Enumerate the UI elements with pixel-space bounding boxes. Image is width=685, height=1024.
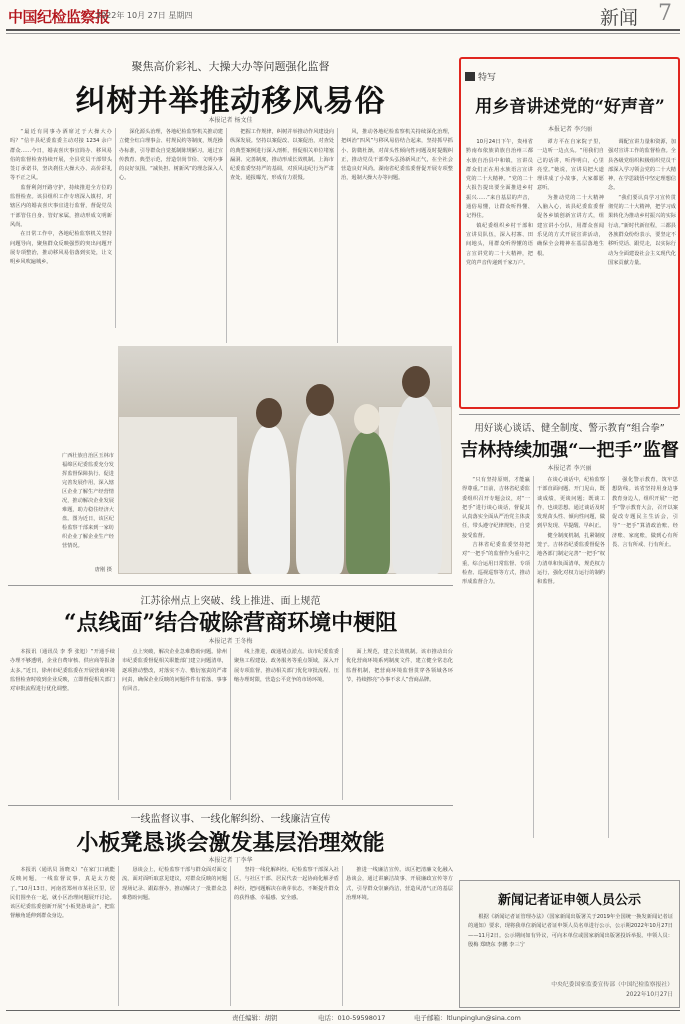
article3-headline: 吉林持续加强“一把手”监督 [460,440,679,461]
newspaper-logo: 中国纪检监察报 [8,8,110,26]
article2-headline: 用乡音讲述党的“好声音” [475,97,665,117]
article3-kicker: 用好谈心谈话、健全制度、警示教育“组合拳” [474,423,665,434]
masthead-rule [6,29,680,31]
notice-date: 2022年10月27日 [626,992,673,998]
article1-para: 监督利剑开路守护，持续推进全方位的监督检查。该县组织工作专班深入镇村，对辖区内的婚丧喜庆事宜进行监督，督促党员干部管住自身、管好家属，推动形成文明新风尚。 [10,184,112,228]
column-divider [342,866,343,1006]
article5-para: 坚持一线化解纠纷。纪检监察干部深入社区，与社区干部、居民代表一起协商化解矛盾纠纷，把问题解决在萌芽状态，不断提升群众的获得感、幸福感、安全感。 [234,867,339,901]
footer-editor: 责任编辑：胡钥 [232,1014,278,1022]
article1-column-4 [341,128,453,343]
article2-column-2 [537,138,604,404]
article5-headline: 小板凳恳谈会激发基层治理效能 [76,830,385,856]
article5-column-3 [234,866,339,1006]
article1-para: 把握工作规律，纠树并举推动作风建设向纵深发展。坚持以案促改、以案促治，对查处的典型案例进行深入剖析，督促相关单位堵塞漏洞、完善制度，推动形成长效机制。上海市纪委监委坚持严的基调，对顶风违纪行为严肃查处、通报曝光，形成有力震慑。 [230,129,334,182]
column-divider [342,648,343,800]
column-divider [115,128,116,328]
article5-para: 恳谈会上，纪检监察干部与群众面对面交流，面对面听取意见建议，对群众反映的问题现场记录、跟踪督办，推动解决了一批群众急难愁盼问题。 [122,867,227,901]
section-divider [8,585,453,586]
article4-column-2 [122,648,227,800]
article3-para: 在谈心谈话中，纪检监察干部直面问题、开门见山，既谈成绩，更谈问题；既谈工作，也谈思想。通过谈话及时发现苗头性、倾向性问题，做到早发现、早提醒、早纠正。 [537,477,605,530]
article3-byline: 本报记者 李兴丽 [547,465,592,472]
footer-rule [6,1010,680,1011]
article3-column-1 [462,476,530,838]
column-divider [230,648,231,800]
issue-date: 2022年 10月 27日 星期四 [96,11,193,20]
notice-body [468,913,673,973]
column-divider [226,128,227,343]
article2-para: 10月24日下午，贵州省黔南布依族苗族自治州三都水族自治县中和镇，宣讲员群众们正在用水族语言宣讲党的二十大精神。“党的二十大报告提出要全面推进乡村振兴……”来自基层的声音，通俗易懂，让群众听得懂、记得住。 [466,139,533,220]
article5-column-2 [122,866,227,1006]
article5-kicker: 一线监督议事、一线化解纠纷、一线廉洁宣传 [130,814,331,825]
person-head [256,398,282,428]
article2-para: 谭方平在自家院子里，一边听一边点头。“用我们自己的话讲，听得明白，心里亮堂。”她说，宣讲员把大道理讲成了小故事，大家都愿意听。 [537,139,604,192]
article5-byline: 本报记者 丁李华 [208,857,253,864]
article1-para: 深化源头治理，各地纪检监察机关推动建立健全红白理事会、村规民约等制度，规范操办标准，引导群众自觉抵制陈规陋习。通过宣传教育、典型示范，营造崇尚节俭、文明办事的良好氛围。“减负担、树新风”的理念深入人心。 [119,129,223,182]
article4-headline: “点线面”结合破除营商环境中梗阻 [63,610,398,636]
person-figure [296,412,344,574]
article2-column-3 [608,138,676,404]
article2-para: 为推动党的二十大精神入脑入心，该县纪委监委督促各乡镇创新宣讲方式，组建宣讲小分队，用群众喜闻乐见的方式开展宣讲活动，确保全会精神在基层落地生根。 [537,194,604,257]
article2-column-1 [466,138,533,404]
article1-para: “最近有同事办酒席过于大操大办吗？”信丰县纪委监委主动对接 1234 余户群众……今日，婚丧喜庆事宜简办、移风易俗的监督检查持续开展，全县党员干部带头签订承诺书，坚决刹住大操大办、高价彩礼等不正之风。 [10,129,112,182]
column-divider [230,866,231,1006]
article4-kicker: 江苏徐州点上突破、线上推进、面上规范 [140,596,321,607]
person-head [402,366,430,398]
person-figure [248,426,290,574]
column-divider [337,128,338,343]
article4-byline: 本报记者 王冬梅 [208,638,253,645]
column-divider [533,476,534,838]
page-number: 7 [658,1,672,26]
article1-para: 在日常工作中，各地纪检监察机关坚持问题导向，聚焦群众反映强烈的突出问题开展专项整治，推动移风易俗落到实处，让文明乡风吹遍城乡。 [10,231,112,266]
person-head [354,404,380,434]
column-divider [118,866,119,1006]
section-divider [8,805,453,806]
article2-para: 镇纪委组织乡村干部和宣讲员队伍，深入村寨、田间地头，用群众听得懂的语言宣讲党的二十大精神，把党的声音传递到千家万户。 [466,222,533,266]
factory-photo [118,346,452,574]
masthead-rule-thin [6,33,680,34]
article2-tag: 特写 [478,73,497,83]
article3-para: “只有坚持原则，才能赢得尊重。”日前，吉林省纪委监委组织召开专题会议，对“一把手”进行谈心谈话，督促其认真落实全面从严治党主体责任，带头遵守纪律规矩，自觉接受监督。 [462,477,530,539]
article5-para: 推进一线廉洁宣传。该区把清廉文化融入恳谈会，通过讲廉洁故事、开展廉政宣传等方式，引导群众崇廉尚洁，营造风清气正的基层治理环境。 [346,867,453,901]
article4-para: 面上规范，建立长效机制。该市推动出台优化营商环境系列制度文件，建立健全常态化监督机制，把营商环境监督贯穿各领域各环节，持续擦亮“办事不求人”营商品牌。 [346,649,453,683]
article1-headline: 纠树并举推动移风易俗 [75,84,386,119]
article3-column-3 [612,476,678,838]
article1-column-1 [10,128,112,328]
article4-para: 本报讯（通讯员 李 季 张旭）“开通手续办理不够透明，企业自费审核、供应商等报备太多。”近日，徐州市纪委监委在开展营商环境监督检查时收到企业反映，立即督促相关部门对审批流程进行优化调整。 [10,649,115,693]
photo-caption: 广西壮族自治区玉林市福绵区纪委监委充分发挥监督保障执行、促进完善发展作用，深入辖区企业了解生产经营情况，推动解决企业发展难题，助力稳住经济大盘。图为近日，该区纪检监察干部来到一家纺织企业了解企业生产经营情况。 [62,453,114,549]
footer-email: 电子邮箱：ltlunpinglun@sina.com [414,1014,521,1022]
column-divider [608,476,609,838]
section-divider [459,414,680,415]
footer-phone: 电话：010-59598017 [318,1014,386,1022]
article1-column-2 [119,128,223,343]
article1-para: 风，推动各地纪检监察机关持续深化治理，把纠治“四风”与移风易俗结合起来，坚持抓早抓小、防微杜渐，对苗头性倾向性问题及时提醒纠正，推动党员干部带头弘扬新风正气，在全社会营造良好风尚。湖南省纪委监委督促开展专项整治，遏制大操大办等问题。 [341,129,453,182]
article2-byline: 本报记者 李兴丽 [548,126,592,133]
article5-column-1 [10,866,115,1006]
person-figure [346,432,390,574]
article4-para: 线上推进，疏通堵点淤点。该市纪委监委聚焦工程建设、政务服务等重点领域，深入开展专项监督，推动相关部门优化审批流程、压缩办理时限，营造公平竞争的市场环境。 [234,649,339,683]
article3-para: 吉林省纪委监委坚持把对“一把手”的监督作为重中之重，综合运用日常监督、专项检查、巡视巡察等方式，推动形成监督合力。 [462,542,530,586]
notice-box [459,880,680,1008]
article4-para: 点上突破，解决企业急难愁盼问题。徐州市纪委监委督促相关职能部门建立问题清单，逐项推动整改，对落实不力、敷衍塞责的严肃问责，确保企业反映的问题件件有着落、事事有回音。 [122,649,227,693]
notice-contact: 中央纪委国家监委宣传部（中国纪检监察报社） [551,982,673,988]
article4-column-3 [234,648,339,800]
article4-column-1 [10,648,115,800]
article1-byline: 本报记者 杨文佳 [208,117,253,124]
article1-column-3 [230,128,334,343]
article2-para: 调配宣讲力量和资源，加强对宣讲工作的监督检查。全县各级党组织积极组织党员干部深入学习领会党的二十大精神，在学思践悟中坚定理想信念。 [608,139,676,192]
notice-text: 根据《新闻记者证管理办法》（国家新闻出版署关于2019年全国统一换发新闻记者证的通知）要求，现将我单位新闻记者证申领人员名单进行公示，公示期2022年10月27日——11月2日。公示期间如有异议，可向本单位或国家新闻出版署投诉举报。申领人员：殷梅 郑晓东 李鹏 李三宁 [468,914,673,948]
column-divider [118,648,119,800]
notice-title: 新闻记者证申领人员公示 [497,893,641,908]
textile-machine [118,416,238,574]
article2-para: “我们要认真学习宣传贯彻党的二十大精神，把学习成果转化为推动乡村振兴的实际行动。”新时代新征程，三都县各族群众纷纷表示，要坚定不移听党话、跟党走，以实际行动为全面建设社会主义现代化国家贡献力量。 [608,194,676,266]
article5-para: 本报讯（通讯员 汤晓义）“在家门口就能反映问题，一线监督议事，真是太方便了。”10月13日，河南省郑州市某社区里，居民们围坐在一起，就小区治理问题展开讨论。该区纪委监委创新开展“小板凳恳谈会”，把监督触角延伸到群众身边。 [10,867,115,920]
person-figure [392,396,442,574]
article5-column-4 [346,866,453,1006]
special-tag-icon [465,72,475,81]
article3-para: 健全制度机制，扎紧制度笼子。吉林省纪委监委督促各地各部门制定完善“一把手”权力清单和负面清单，规范权力运行，强化对权力运行的制约和监督。 [537,532,605,586]
article3-para: 强化警示教育，筑牢思想防线。该省坚持用身边事教育身边人，组织开展“一把手”警示教育大会，召开以案促改专题民主生活会，引导“一把手”算清政治账、经济账、家庭账，做到心有所畏、言有所戒、行有所止。 [612,477,678,549]
article4-column-4 [346,648,453,800]
photo-credit: 唐刚 摄 [94,567,112,573]
section-title: 新闻 [600,7,639,29]
article3-column-2 [537,476,605,838]
article1-kicker: 聚焦高价彩礼、大操大办等问题强化监督 [131,60,330,73]
person-head [306,384,334,416]
